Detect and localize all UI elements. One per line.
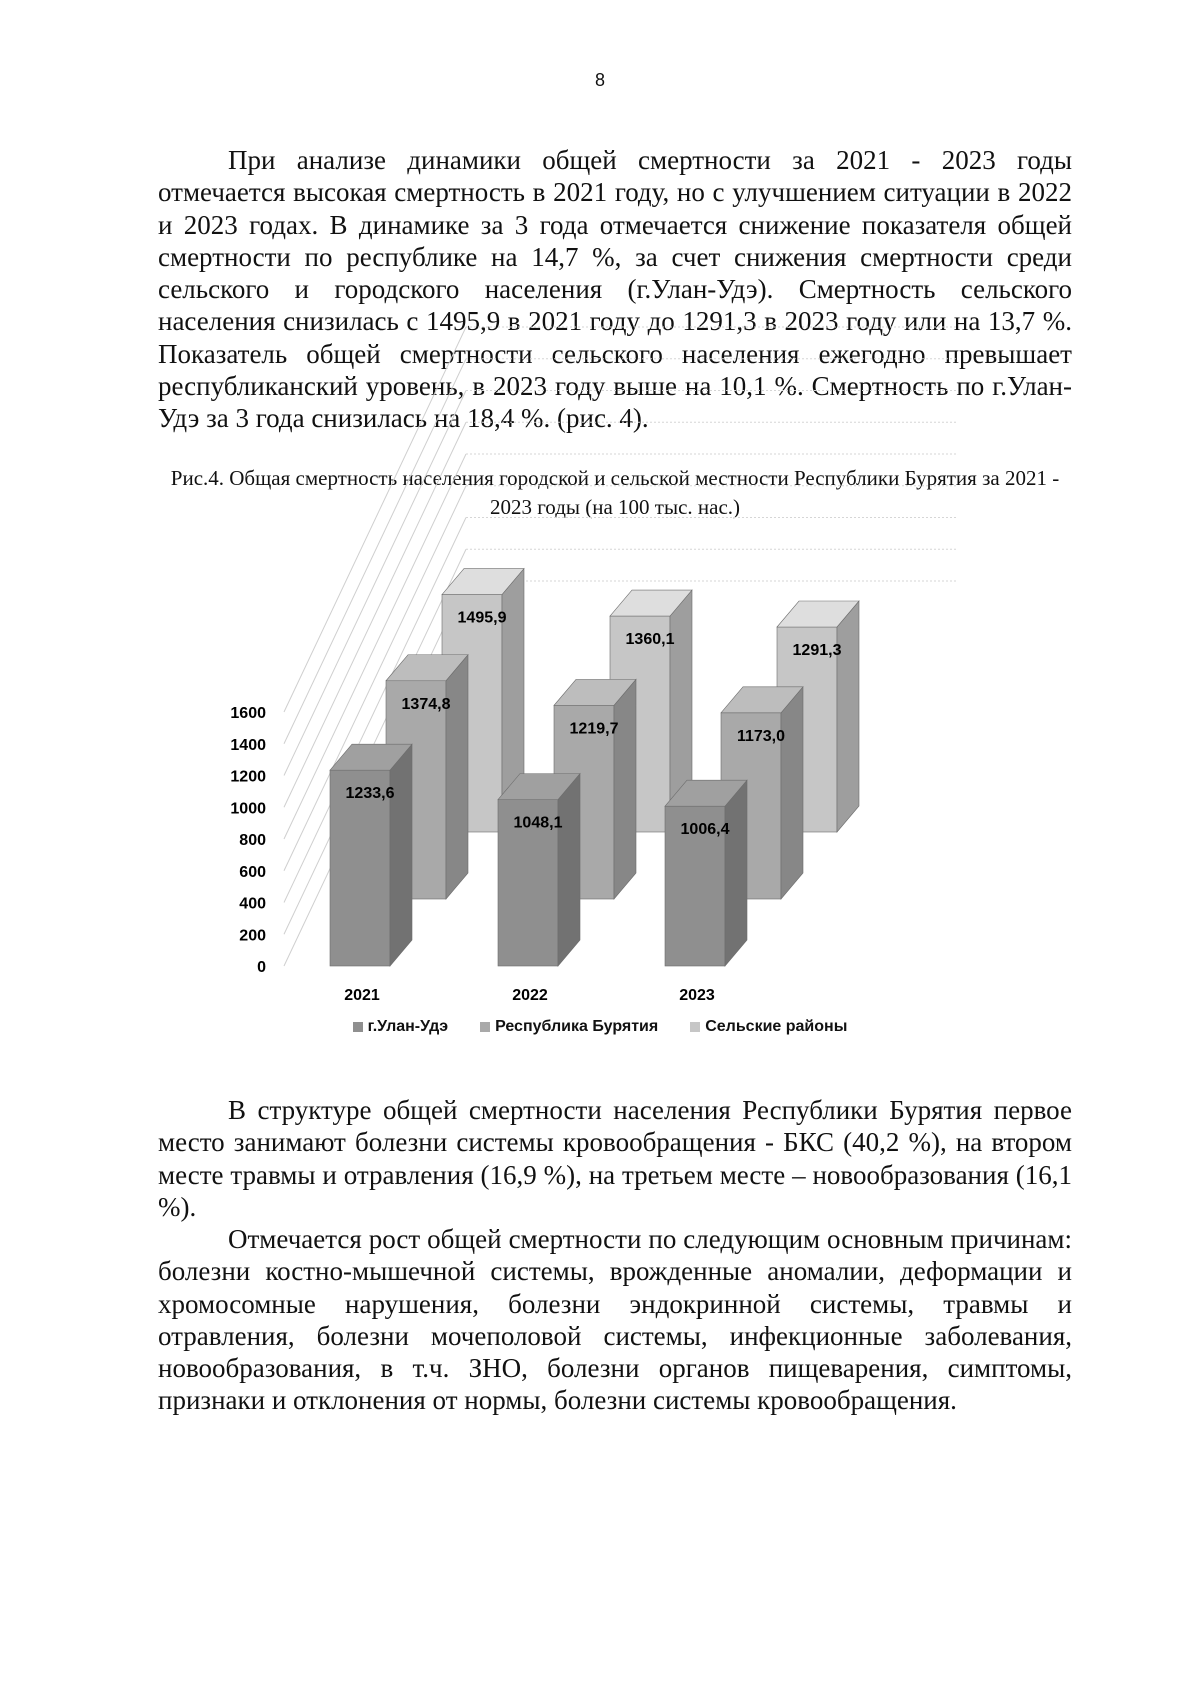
legend-item-rural — [690, 1018, 847, 1036]
bar-data-label: 1291,3 — [792, 642, 842, 660]
chart-legend — [0, 1018, 1200, 1036]
y-tick-label: 400 — [239, 895, 266, 913]
y-tick-label: 800 — [239, 832, 266, 849]
legend-swatch-rural — [690, 1022, 700, 1032]
legend-swatch-ulan-ude — [353, 1022, 363, 1032]
bar-side-face — [446, 655, 468, 899]
x-category-label: 2021 — [344, 987, 380, 1004]
bar-side-face — [614, 679, 636, 899]
left-wall-gridline — [284, 327, 466, 712]
bar-data-label: 1495,9 — [457, 609, 507, 627]
y-tick-label: 1600 — [230, 705, 266, 722]
bar-data-label: 1219,7 — [569, 720, 619, 738]
x-category-label: 2023 — [679, 987, 715, 1004]
page-number: 8 — [594, 70, 605, 90]
x-category-label: 2022 — [512, 987, 548, 1004]
y-tick-label: 1400 — [230, 736, 266, 754]
y-tick-label: 1000 — [230, 800, 266, 818]
legend-label-rural: Сельские районы — [705, 1018, 848, 1035]
legend-item-ulan-ude — [353, 1018, 448, 1036]
y-tick-label: 600 — [239, 863, 266, 881]
bar-data-label: 1048,1 — [513, 814, 563, 832]
y-tick-label: 0 — [257, 959, 266, 976]
bar-side-face — [390, 744, 412, 966]
bar-data-label: 1374,8 — [401, 695, 451, 713]
y-tick-label: 1200 — [230, 768, 266, 786]
figure-caption: Рис.4. Общая смертность населения городской и сельской местности Республики Бурятия за 2021 - 2023 годы (на 100 тыс. нас.) — [170, 466, 1060, 519]
bar-data-label: 1006,4 — [680, 821, 730, 839]
paragraph-mortality-growth-causes: Отмечается рост общей смертности по следующим основным причинам: болезни костно-мышечной системы, врожденные аномалии, деформации и хромосомные нарушения, болезни эндокринной системы, травмы и отравления, болезни мочеполовой системы, инфекционные заболевания, новообразования, в т.ч. ЗНО, болезни органов пищеварения, симптомы, признаки и отклонения от нормы, болезни системы кровообращения. — [158, 1224, 1072, 1416]
legend-item-republic — [480, 1018, 658, 1036]
bar-side-face — [837, 601, 859, 832]
legend-label-ulan-ude: г.Улан-Удэ — [367, 1018, 449, 1035]
y-tick-label: 200 — [239, 927, 266, 945]
bar-side-face — [558, 774, 580, 966]
paragraph-mortality-dynamics: При анализе динамики общей смертности за 2021 - 2023 годы отмечается высокая смертность в 2021 году, но с улучшением ситуации в 2022 и 2023 годах. В динамике за 3 года отмечается снижение показателя общей смертности по республике на 14,7 %, за счет снижения смертности среди сельского и городского населения (г.Улан-Удэ). Смертность сельского населения снизилась с 1495,9 в 2021 году до 1291,3 в 2023 году или на 13,7 %. Показатель общей смертности сельского населения ежегодно превышает республиканский уровень, в 2023 году выше на 10,1 %. Смертность по г.Улан-Удэ за 3 года снизилась на 18,4 %. (рис. 4). — [158, 145, 1072, 434]
bar-side-face — [781, 687, 803, 899]
bar-side-face — [725, 780, 747, 966]
bar-data-label: 1173,0 — [736, 727, 786, 745]
paragraph-mortality-structure: В структуре общей смертности населения Республики Бурятия первое место занимают болезни системы кровообращения - БКС (40,2 %), на втором месте травмы и отравления (16,9 %), на третьем месте – новообразования (16,1 %). — [158, 1095, 1072, 1222]
legend-swatch-republic — [480, 1022, 490, 1032]
bar-data-label: 1360,1 — [625, 631, 675, 649]
legend-label-republic: Республика Бурятия — [495, 1018, 659, 1035]
bar-data-label: 1233,6 — [345, 785, 395, 803]
